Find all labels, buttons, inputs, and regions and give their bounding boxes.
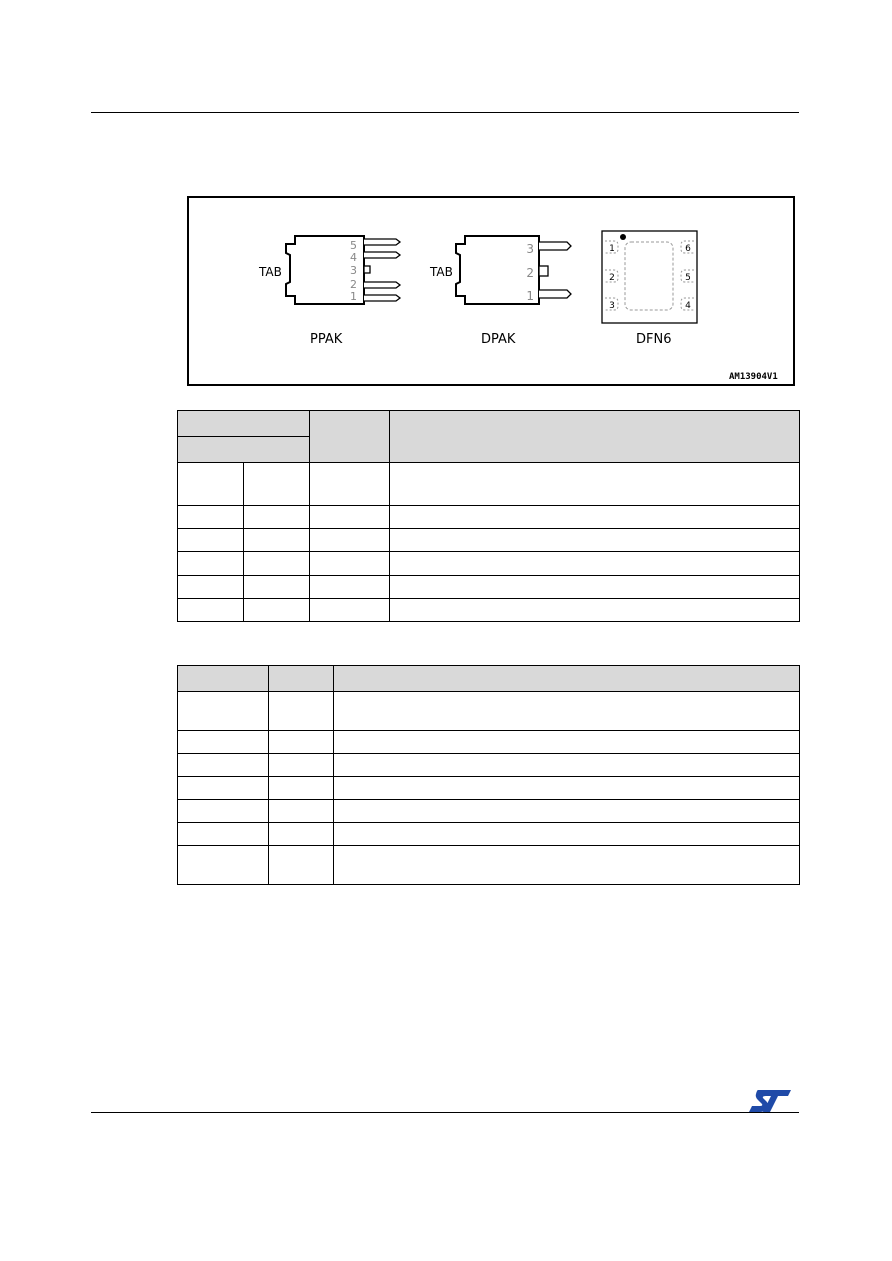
table-cell bbox=[178, 731, 269, 754]
header-cell-pin-number bbox=[178, 411, 310, 437]
table-cell bbox=[310, 529, 390, 552]
table-cell bbox=[244, 529, 310, 552]
pin1-marker-dot bbox=[620, 234, 626, 240]
table-cell bbox=[178, 777, 269, 800]
table-cell bbox=[390, 599, 800, 622]
table-cell bbox=[244, 552, 310, 576]
header-cell bbox=[269, 666, 334, 692]
table-row bbox=[178, 823, 800, 846]
table-row bbox=[178, 754, 800, 777]
table-cell bbox=[334, 731, 800, 754]
dpak-lead-2 bbox=[539, 266, 548, 276]
ppak-lead-2 bbox=[364, 282, 400, 288]
ppak-pin-label: 2 bbox=[350, 278, 357, 291]
header-rule bbox=[91, 112, 799, 113]
table-cell bbox=[310, 599, 390, 622]
table-row bbox=[178, 692, 800, 731]
table-cell bbox=[334, 754, 800, 777]
table-cell bbox=[310, 463, 390, 506]
table-cell bbox=[269, 800, 334, 823]
ppak-lead-4 bbox=[364, 252, 400, 258]
table-cell bbox=[334, 823, 800, 846]
table-row bbox=[178, 506, 800, 529]
pin-description-table bbox=[177, 410, 800, 622]
table-cell bbox=[244, 506, 310, 529]
ppak-lead-5 bbox=[364, 239, 400, 245]
table-cell bbox=[390, 552, 800, 576]
ppak-pin-label: 4 bbox=[350, 251, 357, 264]
st-logo bbox=[748, 1089, 792, 1113]
table-row bbox=[178, 777, 800, 800]
dfn6-pin-label: 2 bbox=[609, 273, 615, 283]
dfn6-package bbox=[602, 231, 697, 347]
ratings-table bbox=[177, 665, 800, 885]
dpak-package-name: DPAK bbox=[481, 332, 516, 347]
ppak-package bbox=[258, 236, 400, 347]
footer-rule bbox=[91, 1112, 799, 1113]
table-cell bbox=[334, 692, 800, 731]
table-cell bbox=[390, 506, 800, 529]
table-cell bbox=[178, 692, 269, 731]
figure-id: AM13904V1 bbox=[729, 372, 778, 382]
dpak-lead-3 bbox=[539, 242, 571, 250]
dfn6-pin-label: 3 bbox=[609, 301, 615, 311]
table-cell bbox=[244, 599, 310, 622]
table-cell bbox=[390, 463, 800, 506]
table-header-row bbox=[178, 666, 800, 692]
table-row bbox=[178, 576, 800, 599]
header-cell bbox=[334, 666, 800, 692]
ppak-package-name: PPAK bbox=[310, 332, 343, 347]
header-cell-packages bbox=[178, 437, 310, 463]
table-cell bbox=[334, 800, 800, 823]
package-drawings bbox=[189, 198, 793, 384]
table-row bbox=[178, 552, 800, 576]
table-cell bbox=[178, 800, 269, 823]
ppak-tab-label: TAB bbox=[259, 265, 282, 279]
dfn6-pin-label: 6 bbox=[685, 244, 691, 254]
table-cell bbox=[269, 731, 334, 754]
table-cell bbox=[178, 506, 244, 529]
dpak-pin-label: 3 bbox=[526, 242, 534, 256]
table-row bbox=[178, 529, 800, 552]
st-logo-mark bbox=[749, 1090, 791, 1112]
table-row bbox=[178, 846, 800, 885]
dfn6-package-name: DFN6 bbox=[636, 332, 672, 347]
dpak-pin-label: 1 bbox=[526, 289, 534, 303]
ppak-pin-label: 3 bbox=[350, 264, 357, 277]
dfn6-pin-label: 1 bbox=[609, 244, 615, 254]
table-cell bbox=[390, 529, 800, 552]
table-cell bbox=[269, 846, 334, 885]
table-row bbox=[178, 731, 800, 754]
header-cell-function bbox=[390, 411, 800, 463]
table-cell bbox=[178, 823, 269, 846]
table-cell bbox=[390, 576, 800, 599]
table-cell bbox=[310, 552, 390, 576]
table-cell bbox=[334, 846, 800, 885]
table-row bbox=[178, 463, 800, 506]
table-cell bbox=[178, 529, 244, 552]
dpak-tab-label: TAB bbox=[430, 265, 453, 279]
table-cell bbox=[269, 754, 334, 777]
table-cell bbox=[244, 463, 310, 506]
table-header-row bbox=[178, 411, 800, 437]
table-cell bbox=[178, 463, 244, 506]
dpak-lead-1 bbox=[539, 290, 571, 298]
dpak-package bbox=[429, 236, 571, 347]
table-cell bbox=[178, 576, 244, 599]
dfn6-pin-label: 4 bbox=[685, 301, 691, 311]
ppak-lead-1 bbox=[364, 295, 400, 301]
table-cell bbox=[178, 552, 244, 576]
table-cell bbox=[178, 599, 244, 622]
ppak-pin-label: 1 bbox=[350, 290, 357, 303]
table-cell bbox=[269, 692, 334, 731]
table-row bbox=[178, 800, 800, 823]
pin-connection-figure bbox=[187, 196, 795, 386]
table-cell bbox=[310, 506, 390, 529]
dfn6-pin-label: 5 bbox=[685, 273, 691, 283]
table-cell bbox=[178, 846, 269, 885]
ppak-lead-3 bbox=[364, 266, 370, 273]
table-row bbox=[178, 599, 800, 622]
table-cell bbox=[310, 576, 390, 599]
table-cell bbox=[178, 754, 269, 777]
table-cell bbox=[244, 576, 310, 599]
dfn6-body bbox=[602, 231, 697, 323]
dpak-pin-label: 2 bbox=[526, 266, 534, 280]
table-cell bbox=[269, 777, 334, 800]
header-cell-symbol bbox=[310, 411, 390, 463]
table-cell bbox=[269, 823, 334, 846]
ppak-pin-label: 5 bbox=[350, 239, 357, 252]
header-cell bbox=[178, 666, 269, 692]
table-cell bbox=[334, 777, 800, 800]
